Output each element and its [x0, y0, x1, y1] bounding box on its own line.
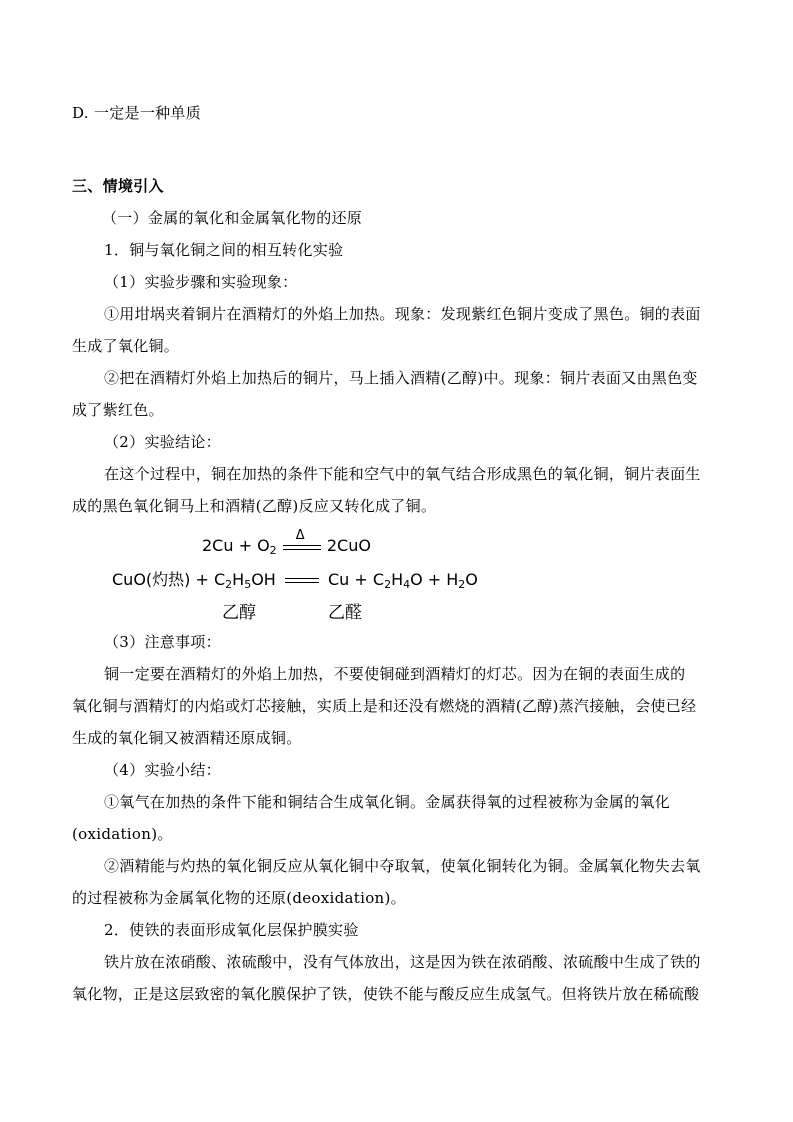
step-2-title: （2）实验结论：	[104, 433, 221, 451]
step-4-para-2-line-1: ②酒精能与灼热的氧化铜反应从氧化铜中夺取氧，使氧化铜转化为铜。金属氧化物失去氧	[104, 857, 701, 875]
step-2-para-line-1: 在这个过程中，铜在加热的条件下能和空气中的氧气结合形成黑色的氧化铜，铜片表面生	[104, 465, 701, 483]
step-2-para-line-2: 成的黑色氧化铜马上和酒精(乙醇)反应又转化成了铜。	[72, 497, 437, 515]
eq2-oh-plus: O + H	[410, 570, 459, 589]
eq1-o2-subscript: 2	[269, 544, 277, 557]
step-3-para-line-2: 氧化铜与酒精灯的内焰或灯芯接触，实质上是和还没有燃烧的酒精(乙醇)蒸汽接触，会使已经	[72, 697, 697, 715]
step-4-para-1-line-2: (oxidation)。	[72, 825, 173, 843]
eq2-sub: 5	[244, 578, 252, 591]
option-d: D. 一定是一种单质	[72, 104, 202, 122]
eq2-h: H	[391, 570, 404, 589]
equation-cuo-reduction	[112, 567, 478, 591]
step-3-title: （3）注意事项：	[104, 633, 221, 651]
delta-symbol: Δ	[295, 527, 305, 543]
experiment-2-title: 2．使铁的表面形成氧化层保护膜实验	[104, 921, 359, 939]
eq2-sub: 2	[225, 578, 233, 591]
label-ethanol: 乙醇	[222, 603, 256, 623]
eq2-cu: Cu + C	[328, 570, 385, 589]
step-1-para-1-line-2: 生成了氧化铜。	[72, 337, 180, 355]
eq2-cuo: CuO(灼热) + C	[112, 570, 226, 589]
eq2-sub: 2	[384, 578, 392, 591]
step-3-para-line-1: 铜一定要在酒精灯的外焰上加热，不要使铜碰到酒精灯的灯芯。因为在铜的表面生成的	[104, 665, 686, 683]
iron-para-line-1: 铁片放在浓硝酸、浓硫酸中，没有气体放出，这是因为铁在浓硝酸、浓硫酸中生成了铁的	[104, 953, 701, 971]
eq2-sub: 4	[403, 578, 411, 591]
step-4-para-1-line-1: ①氧气在加热的条件下能和铜结合生成氧化铜。金属获得氧的过程被称为金属的氧化	[104, 793, 671, 811]
experiment-1-title: 1．铜与氧化铜之间的相互转化实验	[104, 241, 344, 259]
step-3-para-line-3: 生成的氧化铜又被酒精还原成铜。	[72, 729, 302, 747]
label-acetaldehyde: 乙醛	[328, 603, 362, 623]
iron-para-line-2: 氧化物，正是这层致密的氧化膜保护了铁，使铁不能与酸反应生成氢气。但将铁片放在稀硫酸	[72, 985, 700, 1003]
step-1-para-2-line-2: 成了紫红色。	[72, 401, 164, 419]
eq1-reactants: 2Cu + O	[202, 536, 270, 555]
step-4-title: （4）实验小结：	[104, 761, 221, 779]
step-4-para-2-line-2: 的过程被称为金属氧化物的还原(deoxidation)。	[72, 889, 406, 907]
eq2-o: O	[465, 570, 478, 589]
eq2-oh: OH	[251, 570, 276, 589]
subsection-title: （一）金属的氧化和金属氧化物的还原	[102, 209, 363, 227]
equals-sign	[285, 576, 319, 586]
eq2-sub: 2	[458, 578, 466, 591]
equation-copy-oxidation	[202, 527, 371, 557]
section-title: 三、情境引入	[72, 177, 164, 195]
step-1-para-2-line-1: ②把在酒精灯外焰上加热后的铜片，马上插入酒精(乙醇)中。现象：铜片表面又由黑色变	[104, 369, 698, 387]
step-1-para-1-line-1: ①用坩埚夹着铜片在酒精灯的外焰上加热。现象：发现紫红色铜片变成了黑色。铜的表面	[104, 305, 701, 323]
heating-condition-arrow	[283, 527, 321, 554]
eq1-product: 2CuO	[326, 536, 371, 555]
eq2-h: H	[232, 570, 245, 589]
step-1-title: （1）实验步骤和实验现象：	[104, 273, 298, 291]
